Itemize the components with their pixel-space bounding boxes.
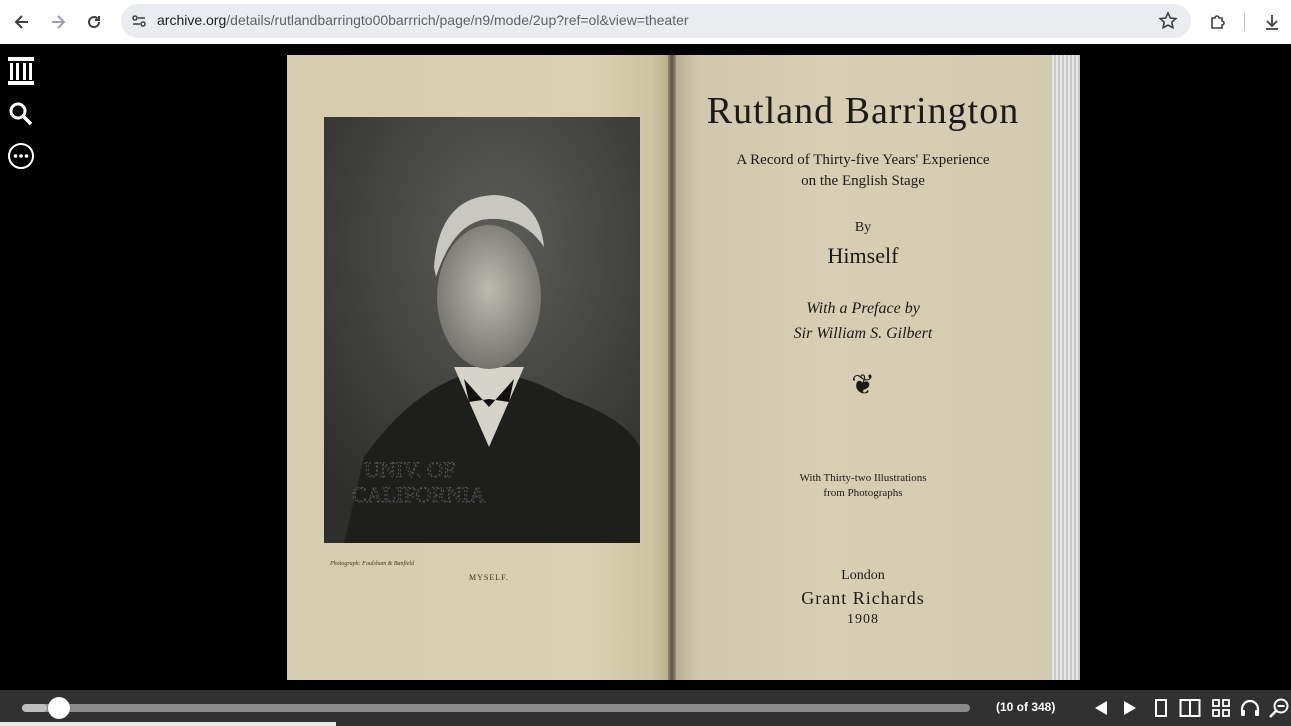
url-path: /details/rutlandbarringto00barrrich/page/n9/mode/2up?ref=ol&view=theater bbox=[226, 12, 689, 28]
zoom-out-icon[interactable] bbox=[1267, 696, 1291, 720]
read-aloud-icon[interactable] bbox=[1238, 696, 1262, 720]
page-indicator: (10 of 348) bbox=[996, 700, 1056, 714]
book-title: Rutland Barrington bbox=[706, 90, 1020, 132]
browser-toolbar bbox=[0, 0, 1291, 44]
photo-credit: Photograph: Foulsham & Banfield bbox=[330, 561, 415, 567]
book-spread[interactable] bbox=[287, 55, 1080, 680]
ornament-icon: ❦ bbox=[851, 370, 875, 401]
subtitle-line-2: on the English Stage bbox=[801, 173, 925, 189]
forward-icon[interactable] bbox=[44, 8, 72, 36]
preface-credit bbox=[676, 296, 1050, 346]
preface-line-1: With a Preface by bbox=[806, 300, 920, 317]
archive-logo-icon[interactable] bbox=[6, 56, 36, 86]
site-info-icon[interactable] bbox=[127, 9, 151, 33]
reader-navbar bbox=[0, 690, 1291, 726]
right-page[interactable] bbox=[676, 55, 1050, 680]
reload-icon[interactable] bbox=[80, 8, 108, 36]
two-page-view-icon[interactable] bbox=[1178, 696, 1202, 720]
more-options-icon[interactable] bbox=[6, 141, 36, 171]
preface-line-2: Sir William S. Gilbert bbox=[793, 325, 933, 342]
illustrations-line-2: from Photographs bbox=[823, 487, 903, 499]
address-bar[interactable] bbox=[121, 4, 1191, 38]
stamp-text-1: UNIV. OF bbox=[364, 457, 456, 482]
author-name: Himself bbox=[827, 243, 899, 268]
stamp-text-2: CALIFORNIA bbox=[352, 482, 486, 507]
extensions-icon[interactable] bbox=[1204, 8, 1232, 36]
star-icon[interactable] bbox=[1157, 10, 1179, 32]
search-icon[interactable] bbox=[6, 99, 36, 129]
author-portrait bbox=[324, 117, 640, 543]
one-page-view-icon[interactable] bbox=[1149, 696, 1173, 720]
download-icon[interactable] bbox=[1258, 8, 1286, 36]
left-page[interactable] bbox=[287, 55, 668, 680]
subtitle-line-1: A Record of Thirty-five Years' Experience bbox=[736, 152, 990, 168]
page-slider-fill bbox=[22, 704, 47, 712]
page-edges bbox=[1050, 55, 1080, 680]
url-text[interactable] bbox=[157, 12, 689, 28]
thumbnail-view-icon[interactable] bbox=[1209, 696, 1233, 720]
illustrations-line-1: With Thirty-two Illustrations bbox=[799, 472, 927, 484]
book-gutter bbox=[668, 55, 676, 680]
publication-year: 1908 bbox=[847, 612, 879, 627]
previous-page-icon[interactable] bbox=[1089, 696, 1113, 720]
back-icon[interactable] bbox=[8, 8, 36, 36]
next-page-icon[interactable] bbox=[1118, 696, 1142, 720]
page-slider-handle[interactable] bbox=[48, 697, 70, 719]
publication-place: London bbox=[841, 568, 885, 583]
bottom-scroll-strip bbox=[0, 722, 336, 726]
by-line: By bbox=[854, 220, 872, 235]
url-domain: archive.org bbox=[157, 12, 227, 28]
publisher-name: Grant Richards bbox=[801, 588, 925, 608]
portrait-caption: MYSELF. bbox=[469, 573, 509, 582]
book-subtitle bbox=[676, 150, 1050, 192]
toolbar-divider bbox=[1244, 13, 1245, 31]
page-slider-track[interactable] bbox=[22, 704, 970, 712]
illustrations-note bbox=[676, 471, 1050, 501]
